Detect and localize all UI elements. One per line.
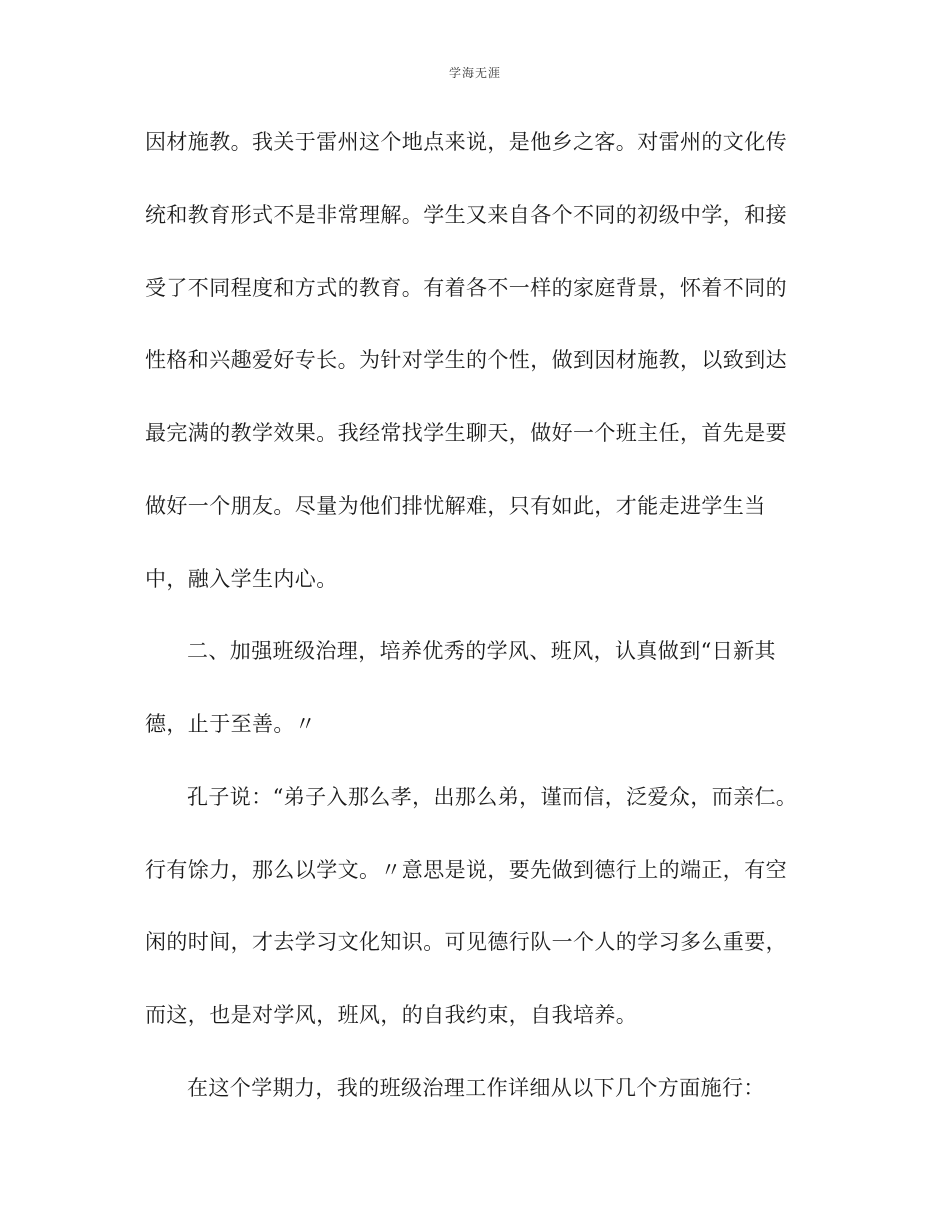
- paragraph-semester-start: 在这个学期力，我的班级治理工作详细从以下几个方面施行：: [187, 1076, 765, 1100]
- paragraph-confucius-start: 孔子说：“弟子入那么孝，出那么弟，谨而信，泛爱众，而亲仁。: [187, 785, 798, 809]
- text-line-9: 德，止于至善。〃: [145, 712, 317, 736]
- text-line-11: 行有馀力，那么以学文。〃意思是说，要先做到德行上的端正，有空: [145, 858, 787, 882]
- text-line-3: 受了不同程度和方式的教育。有着各不一样的家庭背景，怀着不同的: [145, 276, 787, 300]
- text-line-1: 因材施教。我关于雷州这个地点来说，是他乡之客。对雷州的文化传: [145, 130, 787, 154]
- text-line-4: 性格和兴趣爱好专长。为针对学生的个性，做到因材施教，以致到达: [145, 348, 787, 372]
- section-heading-2: 二、加强班级治理，培养优秀的学风、班风，认真做到“日新其: [187, 639, 776, 663]
- text-line-7: 中，融入学生内心。: [145, 567, 338, 591]
- text-line-2: 统和教育形式不是非常理解。学生又来自各个不同的初级中学，和接: [145, 203, 787, 227]
- text-line-12: 闲的时间，才去学习文化知识。可见德行队一个人的学习多么重要，: [145, 930, 787, 954]
- page-header: 学海无涯: [448, 66, 501, 80]
- text-line-5: 最完满的教学效果。我经常找学生聊天，做好一个班主任，首先是要: [145, 421, 787, 445]
- text-line-6: 做好一个朋友。尽量为他们排忧解难，只有如此，才能走进学生当: [145, 494, 766, 518]
- text-line-13: 而这，也是对学风，班风，的自我约束，自我培养。: [145, 1003, 638, 1027]
